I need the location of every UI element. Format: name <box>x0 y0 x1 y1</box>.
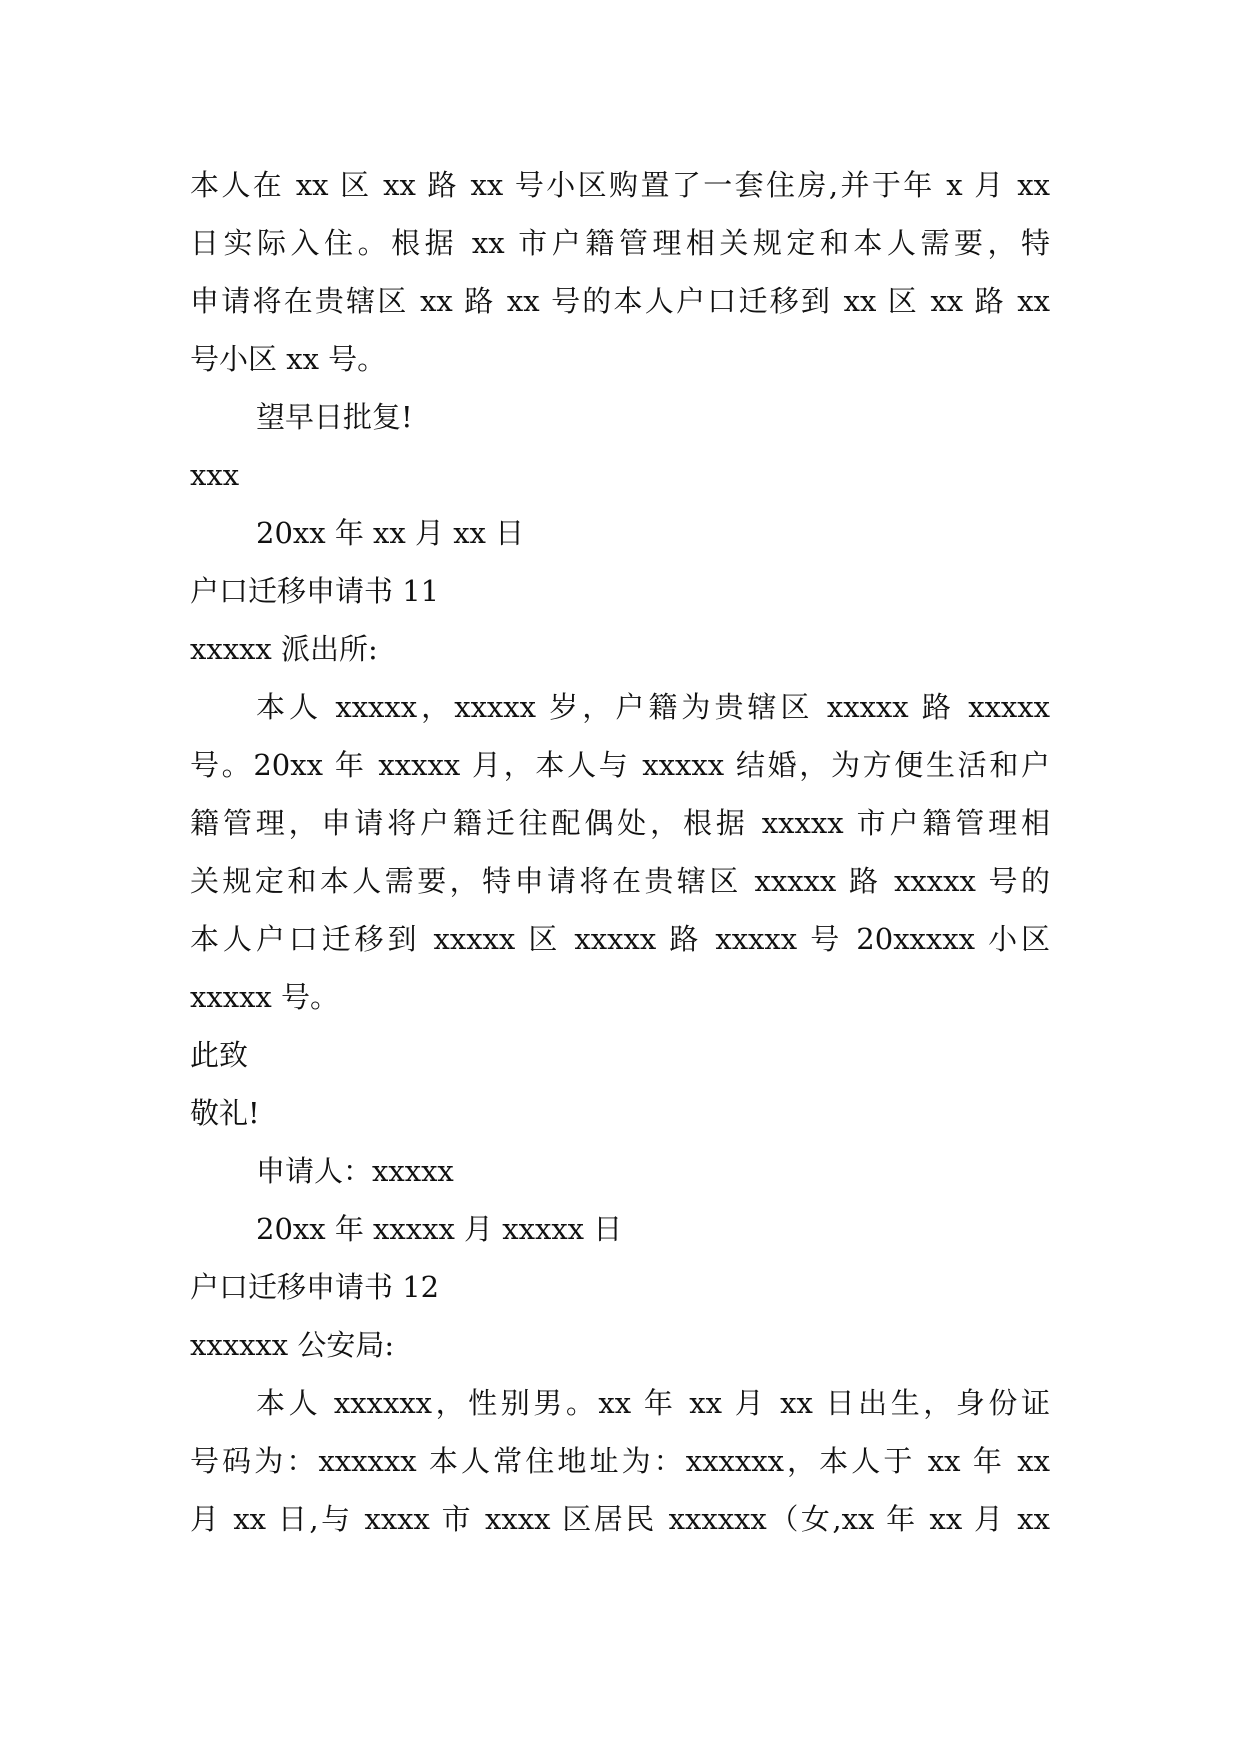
addressee: xxxxx 派出所: <box>190 632 378 666</box>
paragraph-line: 本人 xxxxxx，性别男。xx 年 xx 月 xx 日出生，身份证 <box>256 1386 1050 1420</box>
salutation: 敬礼! <box>190 1096 260 1130</box>
section-heading: 户口迁移申请书 11 <box>190 574 440 608</box>
closing-request: 望早日批复! <box>256 400 413 434</box>
signature-name: xxx <box>190 458 240 492</box>
paragraph-line: 申请将在贵辖区 xx 路 xx 号的本人户口迁移到 xx 区 xx 路 xx <box>190 284 1050 318</box>
paragraph-line: 本人户口迁移到 xxxxx 区 xxxxx 路 xxxxx 号 20xxxxx 小区 <box>190 922 1050 956</box>
signature-date: 20xx 年 xx 月 xx 日 <box>256 516 525 550</box>
paragraph-line: xxxxx 号。 <box>190 980 339 1014</box>
paragraph-line: 关规定和本人需要，特申请将在贵辖区 xxxxx 路 xxxxx 号的 <box>190 864 1050 898</box>
paragraph-line: 本人 xxxxx，xxxxx 岁，户籍为贵辖区 xxxxx 路 xxxxx <box>256 690 1050 724</box>
signature-date: 20xx 年 xxxxx 月 xxxxx 日 <box>256 1212 623 1246</box>
paragraph-line: 籍管理，申请将户籍迁往配偶处，根据 xxxxx 市户籍管理相 <box>190 806 1050 840</box>
paragraph-line: 月 xx 日,与 xxxx 市 xxxx 区居民 xxxxxx（女,xx 年 xx 月 xx <box>190 1502 1050 1536</box>
paragraph-line: 日实际入住。根据 xx 市户籍管理相关规定和本人需要，特 <box>190 226 1050 260</box>
applicant-line: 申请人：xxxxx <box>256 1154 454 1188</box>
paragraph-line: 号。20xx 年 xxxxx 月，本人与 xxxxx 结婚，为方便生活和户 <box>190 748 1050 782</box>
paragraph-line: 号码为：xxxxxx 本人常住地址为：xxxxxx，本人于 xx 年 xx <box>190 1444 1050 1478</box>
paragraph-line: 号小区 xx 号。 <box>190 342 387 376</box>
paragraph-line: 本人在 xx 区 xx 路 xx 号小区购置了一套住房,并于年 x 月 xx <box>190 168 1050 202</box>
section-heading: 户口迁移申请书 12 <box>190 1270 440 1304</box>
salutation: 此致 <box>190 1038 249 1072</box>
addressee: xxxxxx 公安局: <box>190 1328 395 1362</box>
